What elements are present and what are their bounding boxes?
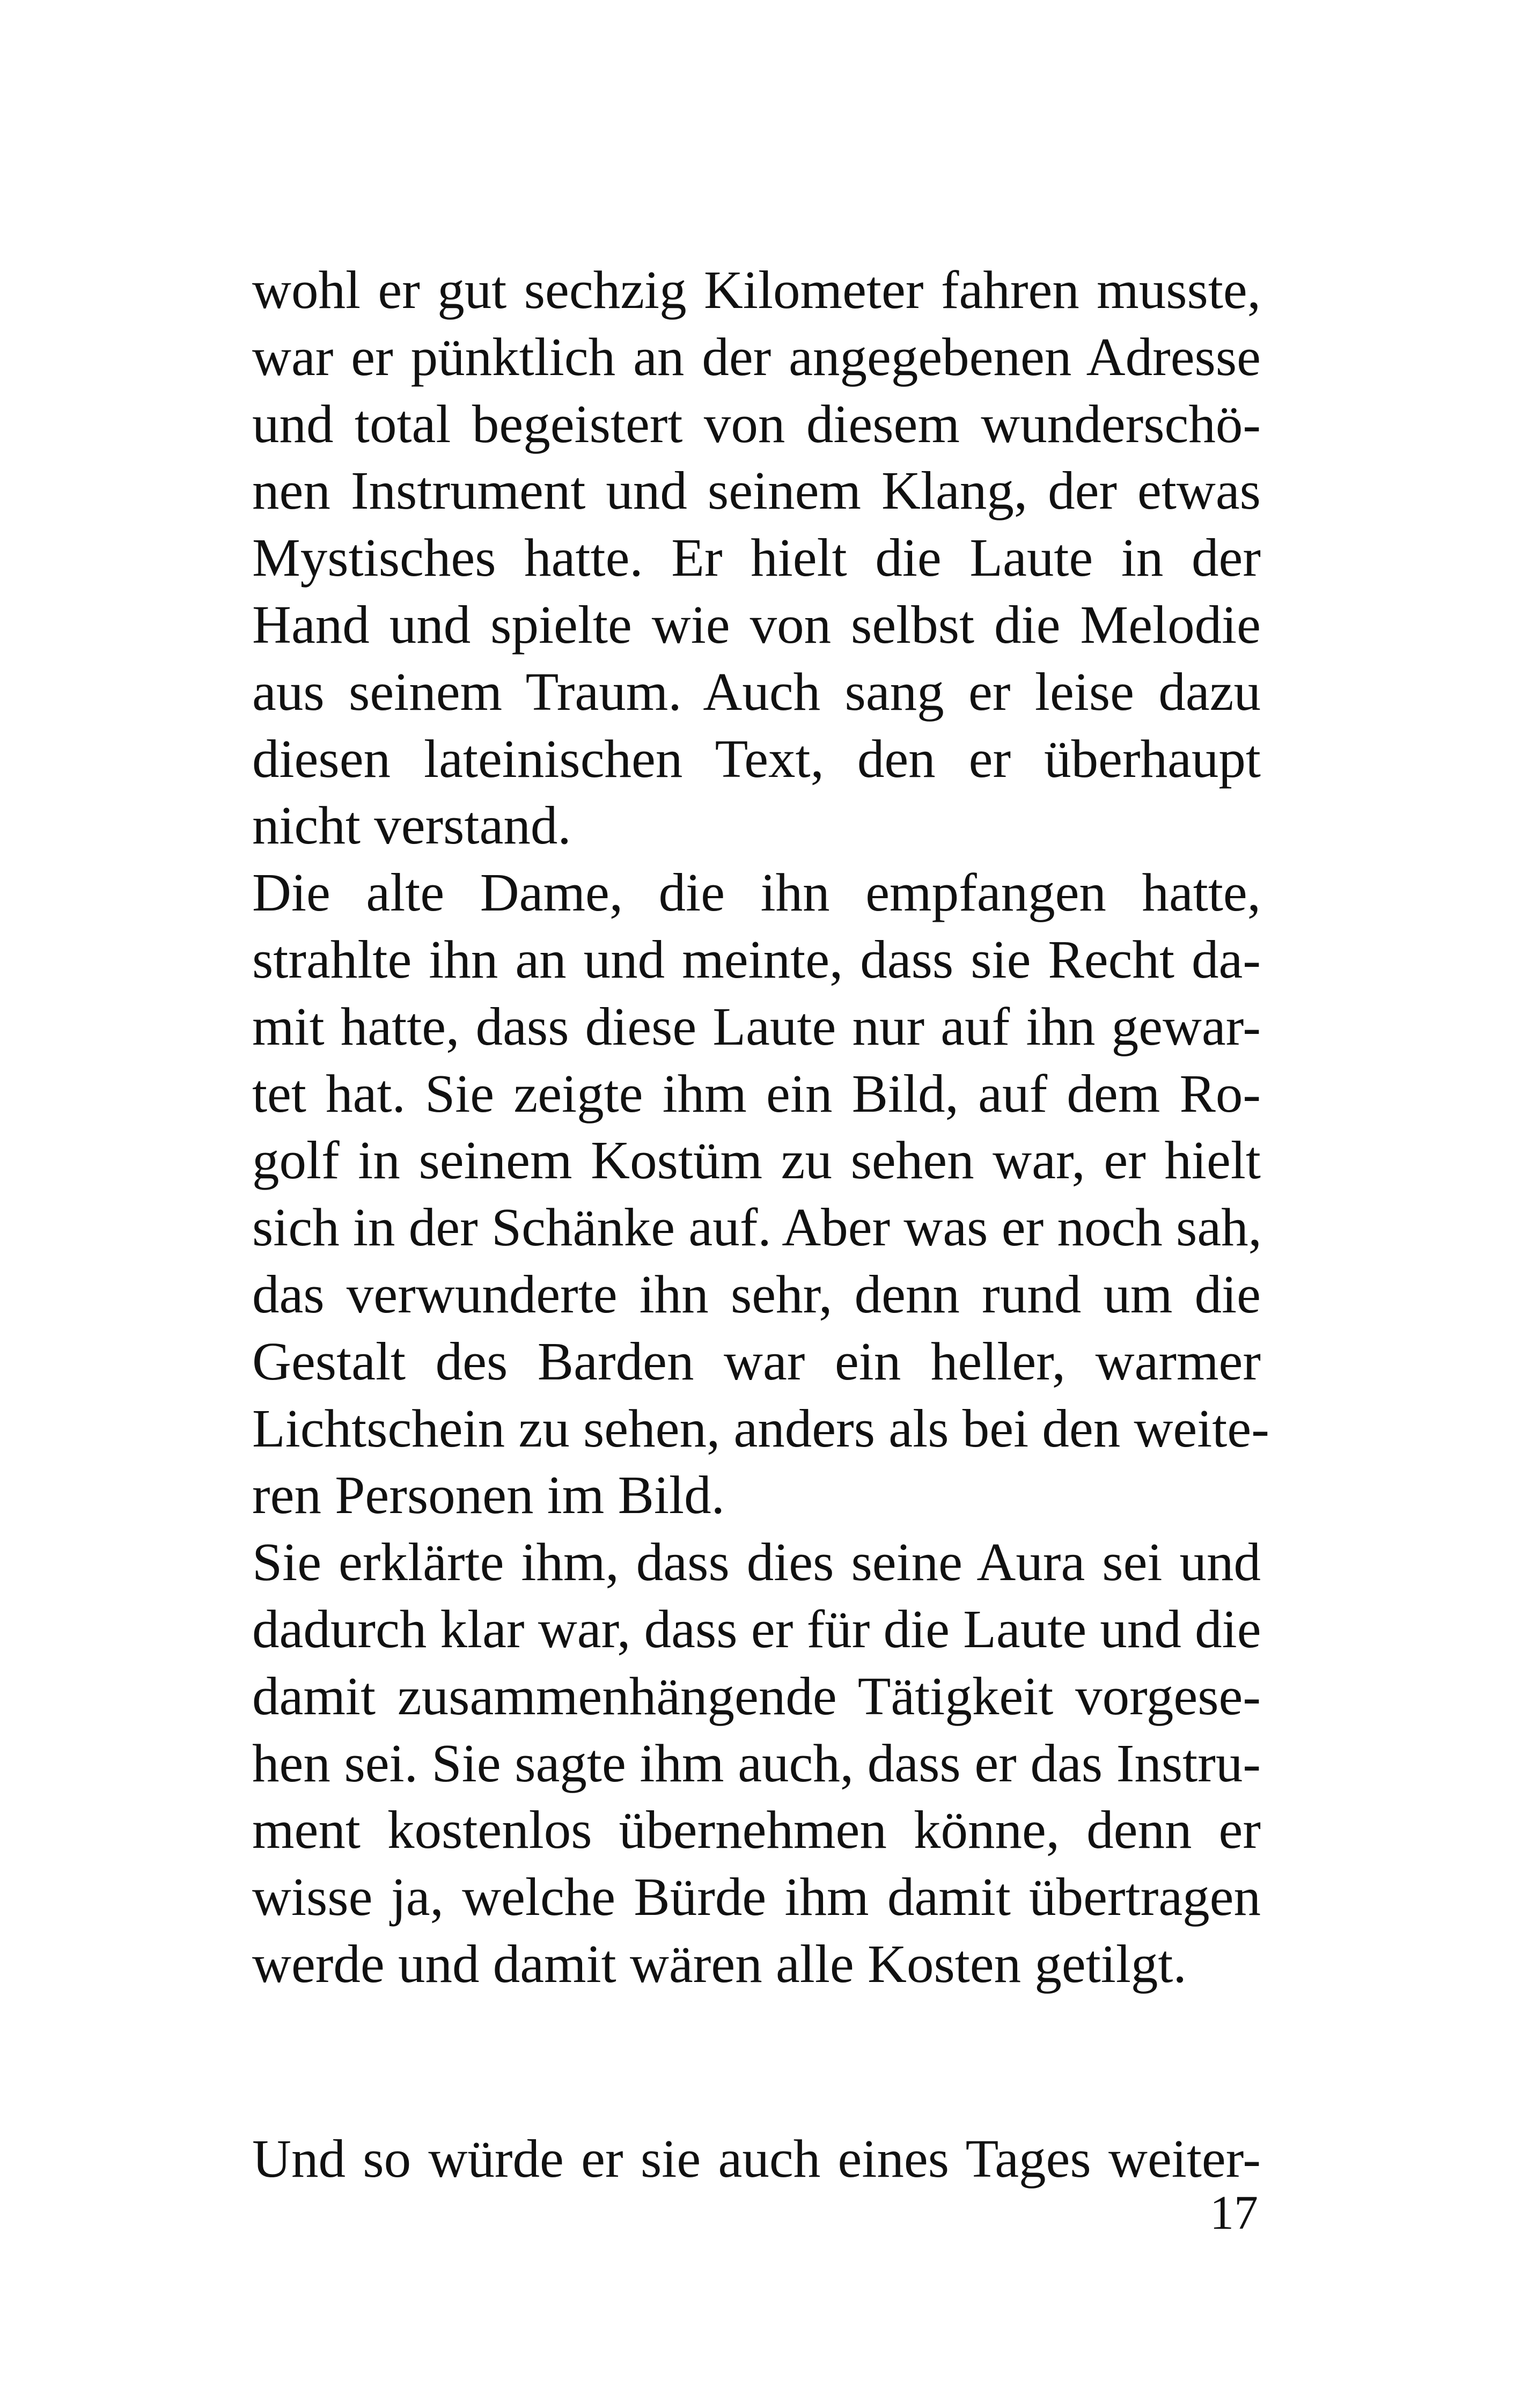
paragraph	[252, 859, 1269, 1529]
paragraph-gap	[252, 1998, 1261, 2125]
body-text	[252, 256, 1269, 2192]
text-line: wisse ja, welche Bürde ihm damit übertragen	[252, 1867, 1261, 1927]
paragraph	[252, 256, 1261, 859]
text-line: golf in seinem Kostüm zu sehen war, er hielt	[252, 1130, 1261, 1191]
paragraph	[252, 2125, 1261, 2192]
text-line: Und so würde er sie auch eines Tages weiter-	[252, 2128, 1261, 2189]
text-line: ren Personen im Bild.	[252, 1465, 725, 1525]
text-line: aus seinem Traum. Auch sang er leise dazu	[252, 661, 1261, 722]
text-line: ment kostenlos übernehmen könne, denn er	[252, 1800, 1261, 1860]
text-line: damit zusammenhängende Tätigkeit vorgese-	[252, 1665, 1261, 1726]
text-line: das verwunderte ihn sehr, denn rund um die	[252, 1264, 1261, 1324]
text-line: Die alte Dame, die ihn empfangen hatte,	[252, 862, 1261, 923]
text-line: Mystisches hatte. Er hielt die Laute in der	[252, 527, 1261, 588]
text-line: sich in der Schänke auf. Aber was er noch sah,	[252, 1197, 1262, 1258]
text-line: nen Instrument und seinem Klang, der etwas	[252, 460, 1261, 521]
text-line: Sie erklärte ihm, dass dies seine Aura sei und	[252, 1532, 1261, 1592]
text-line: wohl er gut sechzig Kilometer fahren musste,	[252, 260, 1261, 320]
text-line: tet hat. Sie zeigte ihm ein Bild, auf dem Ro-	[252, 1063, 1261, 1124]
text-line: diesen lateinischen Text, den er überhaupt	[252, 728, 1261, 789]
text-line: war er pünktlich an der angegebenen Adresse	[252, 326, 1261, 387]
text-line: nicht verstand.	[252, 795, 571, 856]
text-line: mit hatte, dass diese Laute nur auf ihn gewar-	[252, 996, 1261, 1056]
page-number: 17	[1210, 2186, 1258, 2240]
text-line: strahlte ihn an und meinte, dass sie Recht da-	[252, 929, 1261, 989]
text-line: dadurch klar war, dass er für die Laute und die	[252, 1598, 1261, 1659]
text-line: werde und damit wären alle Kosten getilgt.	[252, 1933, 1187, 1994]
text-line: Lichtschein zu sehen, anders als bei den weite-	[252, 1398, 1269, 1458]
text-line: und total begeistert von diesem wunderschö-	[252, 393, 1261, 454]
text-line: Gestalt des Barden war ein heller, warmer	[252, 1331, 1261, 1391]
text-line: Hand und spielte wie von selbst die Melodie	[252, 594, 1261, 655]
paragraph	[252, 1529, 1261, 1998]
text-line: hen sei. Sie sagte ihm auch, dass er das Instru-	[252, 1732, 1261, 1793]
